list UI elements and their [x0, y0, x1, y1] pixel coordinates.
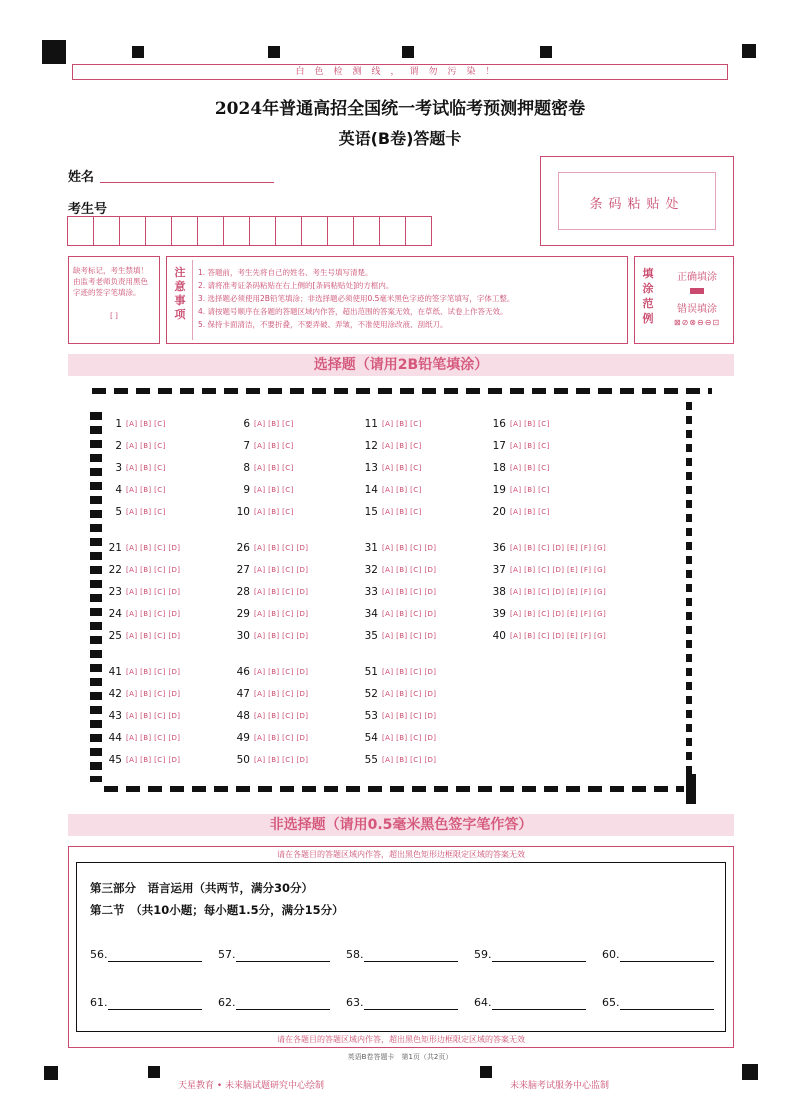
answer-line[interactable] [364, 961, 458, 962]
answer-line[interactable] [364, 1009, 458, 1010]
page-info: 英语B卷答题卡 第1页（共2页） [347, 1053, 453, 1061]
answer-bubbles[interactable]: [A] [B] [C] [D] [126, 712, 181, 720]
answer-bubbles[interactable]: [A] [B] [C] [D] [E] [F] [G] [510, 632, 607, 640]
question-number: 10 [236, 506, 250, 518]
question-number: 47 [236, 688, 250, 700]
answer-bubbles[interactable]: [A] [B] [C] [126, 464, 166, 472]
question-number: 40 [492, 630, 506, 642]
barcode-label: 条码粘贴处 [589, 197, 685, 212]
timing-mark [268, 46, 280, 58]
non-choice-section-header: 非选择题（请用0.5毫米黑色签字笔作答） [68, 814, 734, 836]
question-number: 13 [364, 462, 378, 474]
question-number: 20 [492, 506, 506, 518]
notice-heading: 注意事项 [174, 266, 186, 321]
id-box[interactable] [405, 216, 432, 246]
answer-bubbles[interactable]: [A] [B] [C] [126, 508, 166, 516]
answer-line[interactable] [236, 961, 330, 962]
answer-bubbles[interactable]: [A] [B] [C] [D] [254, 588, 309, 596]
answer-bubbles[interactable]: [A] [B] [C] [510, 464, 550, 472]
answer-line[interactable] [492, 1009, 586, 1010]
blank-number: 63. [346, 996, 364, 1009]
detection-line: 白色检测线，谓勿污染！ [72, 64, 728, 80]
answer-bubbles[interactable]: [A] [B] [C] [D] [382, 588, 437, 596]
frame-dash-bottom [104, 786, 684, 792]
answer-line[interactable] [108, 961, 202, 962]
answer-bubbles[interactable]: [A] [B] [C] [D] [126, 544, 181, 552]
question-number: 21 [108, 542, 122, 554]
question-number: 25 [108, 630, 122, 642]
question-number: 22 [108, 564, 122, 576]
answer-bubbles[interactable]: [A] [B] [C] [D] [126, 588, 181, 596]
answer-bubbles[interactable]: [A] [B] [C] [D] [254, 756, 309, 764]
question-number: 9 [243, 484, 250, 496]
answer-bubbles[interactable]: [A] [B] [C] [126, 442, 166, 450]
answer-line[interactable] [620, 961, 714, 962]
question-number: 26 [236, 542, 250, 554]
absent-mark-box [68, 256, 160, 344]
id-box[interactable] [93, 216, 120, 246]
answer-bubbles[interactable]: [A] [B] [C] [D] [126, 566, 181, 574]
question-number: 23 [108, 586, 122, 598]
question-number: 17 [492, 440, 506, 452]
answer-bubbles[interactable]: [A] [B] [C] [254, 420, 294, 428]
question-number: 46 [236, 666, 250, 678]
blank-number: 56. [90, 948, 108, 961]
question-number: 29 [236, 608, 250, 620]
answer-bubbles[interactable]: [A] [B] [C] [D] [254, 610, 309, 618]
blank-number: 59. [474, 948, 492, 961]
timing-mark [44, 1066, 58, 1080]
blank-number: 65. [602, 996, 620, 1009]
answer-line[interactable] [492, 961, 586, 962]
id-box[interactable] [379, 216, 406, 246]
card-subtitle: 英语(B卷)答题卡 [338, 129, 462, 148]
part-title: 第三部分 语言运用（共两节，满分30分） [90, 881, 314, 895]
question-number: 3 [115, 462, 122, 474]
question-number: 44 [108, 732, 122, 744]
timing-mark [132, 46, 144, 58]
section-title: 第二节 （共10小题；每小题1.5分，满分15分） [90, 903, 344, 917]
question-number: 4 [115, 484, 122, 496]
answer-bubbles[interactable]: [A] [B] [C] [510, 486, 550, 494]
answer-bubbles[interactable]: [A] [B] [C] [D] [382, 734, 437, 742]
timing-mark [540, 46, 552, 58]
blank-number: 61. [90, 996, 108, 1009]
answer-bubbles[interactable]: [A] [B] [C] [126, 420, 166, 428]
answer-bubbles[interactable]: [A] [B] [C] [254, 508, 294, 516]
correct-fill-label: 正确填涂 [677, 272, 717, 283]
answer-bubbles[interactable]: [A] [B] [C] [254, 464, 294, 472]
question-number: 51 [364, 666, 378, 678]
notice-line: 5. 保持卡面清洁，不要折叠，不要弄破、弄皱，不准使用涂改液、刮纸刀。 [198, 320, 448, 329]
question-number: 39 [492, 608, 506, 620]
notice-line: 2. 请将准考证条码粘贴在右上侧的[条码粘贴处]的方框内。 [198, 281, 394, 290]
question-number: 52 [364, 688, 378, 700]
answer-bubbles[interactable]: [A] [B] [C] [382, 420, 422, 428]
answer-bubbles[interactable]: [A] [B] [C] [D] [254, 632, 309, 640]
question-number: 18 [492, 462, 506, 474]
question-number: 5 [115, 506, 122, 518]
blank-number: 58. [346, 948, 364, 961]
question-number: 43 [108, 710, 122, 722]
choice-section-header: 选择题（请用2B铅笔填涂） [68, 354, 734, 376]
answer-bubbles[interactable]: [A] [B] [C] [510, 508, 550, 516]
answer-bubbles[interactable]: [A] [B] [C] [382, 508, 422, 516]
name-label: 姓名 [68, 170, 95, 185]
question-number: 32 [364, 564, 378, 576]
absent-mark-text: 缺考标记，考生禁填！由监考老师负责用黑色字迹的签字笔填涂。 [73, 266, 148, 297]
question-number: 48 [236, 710, 250, 722]
wrong-fill-label: 错误填涂 [677, 304, 717, 315]
notice-line: 1. 答题前，考生先将自己的姓名、考生号填写清楚。 [198, 268, 373, 277]
answer-bubbles[interactable]: [A] [B] [C] [382, 442, 422, 450]
answer-bubbles[interactable]: [A] [B] [C] [D] [382, 544, 437, 552]
id-box[interactable] [171, 216, 198, 246]
answer-bubbles[interactable]: [A] [B] [C] [382, 464, 422, 472]
notice-divider [192, 260, 193, 340]
question-number: 36 [492, 542, 506, 554]
exam-title: 2024年普通高招全国统一考试临考预测押题密卷 [214, 99, 586, 119]
id-box[interactable] [67, 216, 94, 246]
question-number: 55 [364, 754, 378, 766]
blank-number: 62. [218, 996, 236, 1009]
exam-id-label: 考生号 [68, 202, 108, 217]
question-number: 49 [236, 732, 250, 744]
question-number: 16 [492, 418, 506, 430]
correct-fill-sample [690, 288, 704, 294]
answer-bubbles[interactable]: [A] [B] [C] [D] [254, 690, 309, 698]
frame-dash-top [92, 388, 712, 394]
question-number: 38 [492, 586, 506, 598]
question-number: 53 [364, 710, 378, 722]
answer-bubbles[interactable]: [A] [B] [C] [254, 486, 294, 494]
blank-number: 60. [602, 948, 620, 961]
question-number: 1 [115, 418, 122, 430]
name-field[interactable] [100, 182, 274, 183]
frame-dash-right [686, 402, 692, 782]
question-number: 7 [243, 440, 250, 452]
answer-bubbles[interactable]: [A] [B] [C] [D] [126, 632, 181, 640]
wrong-fill-samples: ⊠⊘⊗⊖⊖⊡ [673, 318, 721, 327]
answer-bubbles[interactable]: [A] [B] [C] [D] [382, 712, 437, 720]
timing-mark [742, 1064, 758, 1080]
warning-bottom: 请在各题目的答题区域内作答，超出黑色矩形边框限定区域的答案无效 [277, 1035, 525, 1044]
question-number: 28 [236, 586, 250, 598]
timing-mark [42, 40, 66, 64]
id-box[interactable] [327, 216, 354, 246]
answer-bubbles[interactable]: [A] [B] [C] [D] [382, 668, 437, 676]
notice-list [198, 266, 622, 331]
answer-bubbles[interactable]: [A] [B] [C] [D] [254, 668, 309, 676]
answer-line[interactable] [236, 1009, 330, 1010]
answer-bubbles[interactable]: [A] [B] [C] [D] [382, 632, 437, 640]
warning-top: 请在各题目的答题区域内作答，超出黑色矩形边框限定区域的答案无效 [277, 850, 525, 859]
answer-bubbles[interactable]: [A] [B] [C] [D] [E] [F] [G] [510, 566, 607, 574]
answer-bubbles[interactable]: [A] [B] [C] [254, 442, 294, 450]
id-box[interactable] [197, 216, 224, 246]
question-number: 8 [243, 462, 250, 474]
question-number: 19 [492, 484, 506, 496]
absent-mark-bubble[interactable]: [ ] [110, 312, 118, 320]
id-box[interactable] [353, 216, 380, 246]
answer-bubbles[interactable]: [A] [B] [C] [D] [E] [F] [G] [510, 544, 607, 552]
question-number: 45 [108, 754, 122, 766]
answer-bubbles[interactable]: [A] [B] [C] [126, 486, 166, 494]
question-number: 24 [108, 608, 122, 620]
answer-bubbles[interactable]: [A] [B] [C] [D] [382, 756, 437, 764]
question-number: 30 [236, 630, 250, 642]
question-number: 15 [364, 506, 378, 518]
question-number: 35 [364, 630, 378, 642]
timing-mark [148, 1066, 160, 1078]
exam-id-boxes[interactable] [68, 216, 432, 246]
question-number: 27 [236, 564, 250, 576]
answer-bubbles[interactable]: [A] [B] [C] [D] [254, 566, 309, 574]
question-number: 54 [364, 732, 378, 744]
footer-right: 未来脑考试服务中心监制 [510, 1081, 610, 1091]
answer-bubbles[interactable]: [A] [B] [C] [510, 442, 550, 450]
answer-bubbles[interactable]: [A] [B] [C] [D] [E] [F] [G] [510, 610, 607, 618]
timing-mark [480, 1066, 492, 1078]
question-number: 42 [108, 688, 122, 700]
question-number: 12 [364, 440, 378, 452]
question-number: 2 [115, 440, 122, 452]
answer-bubbles[interactable]: [A] [B] [C] [510, 420, 550, 428]
answer-bubbles[interactable]: [A] [B] [C] [D] [E] [F] [G] [510, 588, 607, 596]
answer-bubbles[interactable]: [A] [B] [C] [D] [254, 734, 309, 742]
fill-example-heading: 填涂范例 [642, 267, 654, 325]
question-number: 33 [364, 586, 378, 598]
question-number: 31 [364, 542, 378, 554]
question-number: 6 [243, 418, 250, 430]
notice-line: 3. 选择题必须使用2B铅笔填涂；非选择题必须使用0.5毫米黑色字迹的签字笔填写，字体工整。 [198, 294, 515, 303]
answer-bubbles[interactable]: [A] [B] [C] [D] [126, 756, 181, 764]
question-number: 11 [364, 418, 378, 430]
footer-left: 天星教育 • 未来脑试题研究中心绘制 [178, 1081, 325, 1091]
id-box[interactable] [145, 216, 172, 246]
answer-bubbles[interactable]: [A] [B] [C] [D] [126, 610, 181, 618]
answer-line[interactable] [108, 1009, 202, 1010]
id-box[interactable] [275, 216, 302, 246]
id-box[interactable] [301, 216, 328, 246]
question-number: 41 [108, 666, 122, 678]
answer-line[interactable] [620, 1009, 714, 1010]
answer-bubbles[interactable]: [A] [B] [C] [D] [126, 668, 181, 676]
notice-line: 4. 请按题号顺序在各题的答题区域内作答，超出范围的答案无效，在草纸、试卷上作答无效。 [198, 307, 508, 316]
timing-mark [742, 44, 756, 58]
answer-bubbles[interactable]: [A] [B] [C] [D] [254, 712, 309, 720]
answer-bubbles[interactable]: [A] [B] [C] [D] [254, 544, 309, 552]
id-box[interactable] [249, 216, 276, 246]
question-number: 50 [236, 754, 250, 766]
id-box[interactable] [223, 216, 250, 246]
question-number: 14 [364, 484, 378, 496]
answer-bubbles[interactable]: [A] [B] [C] [D] [126, 690, 181, 698]
timing-mark [402, 46, 414, 58]
id-box[interactable] [119, 216, 146, 246]
blank-number: 64. [474, 996, 492, 1009]
blank-number: 57. [218, 948, 236, 961]
question-number: 37 [492, 564, 506, 576]
answer-bubbles[interactable]: [A] [B] [C] [D] [382, 566, 437, 574]
answer-bubbles[interactable]: [A] [B] [C] [D] [382, 690, 437, 698]
answer-bubbles[interactable]: [A] [B] [C] [D] [126, 734, 181, 742]
answer-bubbles[interactable]: [A] [B] [C] [D] [382, 610, 437, 618]
question-number: 34 [364, 608, 378, 620]
answer-bubbles[interactable]: [A] [B] [C] [382, 486, 422, 494]
frame-corner [686, 774, 696, 804]
